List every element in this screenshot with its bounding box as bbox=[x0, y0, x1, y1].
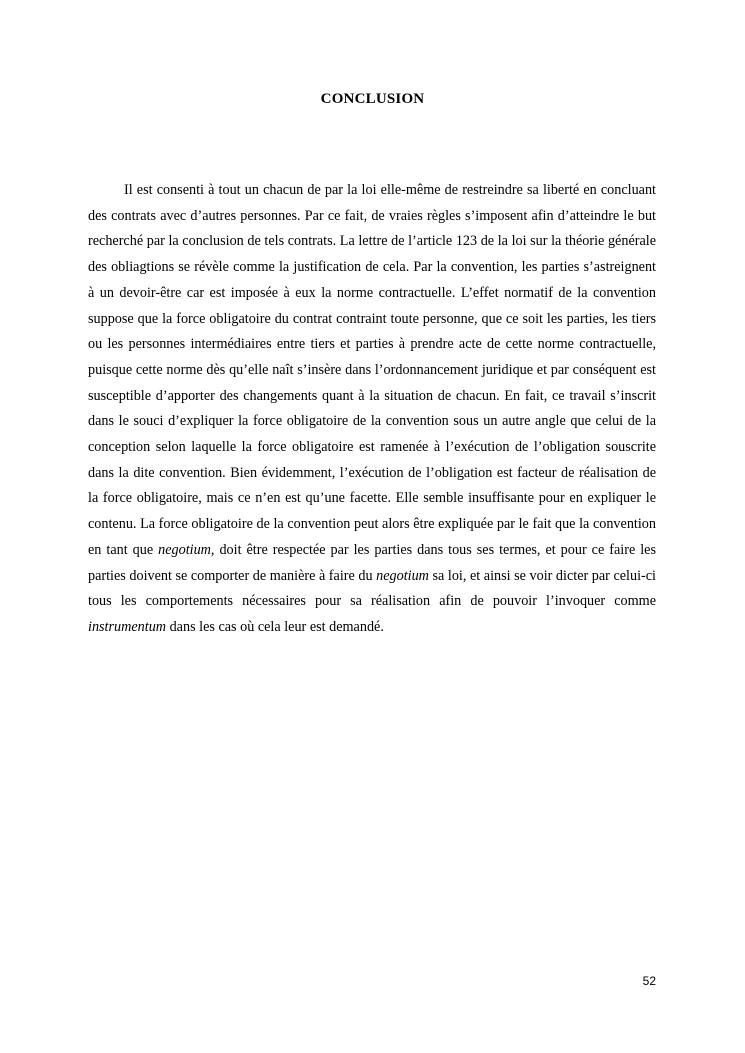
italic-term-negotium-1: negotium, bbox=[158, 541, 215, 558]
paragraph-text-part-3: sa loi, et ainsi se voir dicter par celui-ci tous les comportements nécessaires pour sa réalisation afin de pouvoir l’invoquer comme bbox=[88, 567, 657, 610]
body-paragraph bbox=[88, 178, 656, 641]
paragraph-text-part-1: Il est consenti à tout un chacun de par la loi elle-même de restreindre sa liberté en concluant des contrats avec d’autres personnes. Par ce fait, de vraies règles s’imposent afin d’atteindre le but recherché par la conclusion de tels contrats. La lettre de l’article 123 de la loi sur la théorie générale des obliagtions se révèle comme la justification de cela. Par la convention, les parties s’astreignent à un devoir-être car est imposée à eux la norme contractuelle. L’effet normatif de la convention suppose que la force obligatoire du contrat contraint toute personne, que ce soit les parties, les tiers ou les personnes intermédiaires entre tiers et parties à prendre acte de cette norme contractuelle, puisque cette norme dès qu’elle naît s’insère dans l’ordonnancement juridique et par conséquent est susceptible d’apporter des changements quant à la situation de chacun. En fait, ce travail s’inscrit dans le souci d’expliquer la force obligatoire de la convention sous un autre angle que celui de la conception selon laquelle la force obligatoire est ramenée à l’exécution de l’obligation souscrite dans la dite convention. Bien évidemment, l’exécution de l’obligation est facteur de réalisation de la force obligatoire, mais ce n’en est qu’une facette. Elle semble insuffisante pour en expliquer le contenu. La force obligatoire de la convention peut alors être expliquée par le fait que la convention en tant que bbox=[88, 182, 656, 558]
italic-term-negotium-2: negotium bbox=[376, 567, 429, 584]
paragraph-text-part-2: doit être respectée par les parties dans tous ses termes, et pour ce faire les parties doivent se comporter de manière à faire du bbox=[88, 541, 656, 584]
page-number: 52 bbox=[642, 974, 656, 988]
italic-term-instrumentum: instrumentum bbox=[88, 618, 167, 635]
page-title: CONCLUSION bbox=[320, 91, 425, 107]
paragraph-text-part-4: dans les cas où cela leur est demandé. bbox=[166, 618, 384, 635]
